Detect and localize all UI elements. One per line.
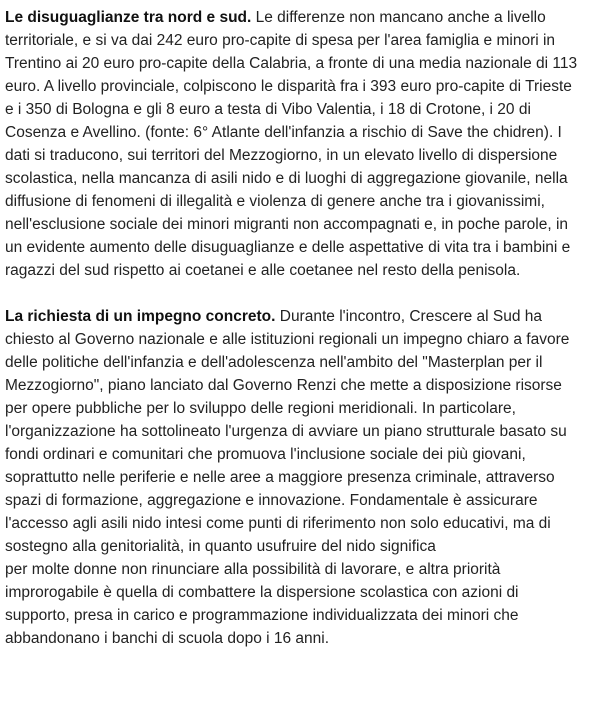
- paragraph-lead: La richiesta di un impegno concreto.: [5, 308, 276, 325]
- paragraph-concrete-commitment: [5, 305, 584, 650]
- paragraph-lead: Le disuguaglianze tra nord e sud.: [5, 9, 252, 26]
- paragraph-text: Durante l'incontro, Crescere al Sud ha chiesto al Governo nazionale e alle istituzioni regionali un impegno chiaro a favore delle politiche dell'infanzia e dell'adolescenza nell'ambito del "Masterplan per il Mezzogiorno", piano lanciato dal Governo Renzi che mette a disposizione risorse per opere pubbliche per lo sviluppo delle regioni meridionali. In particolare, l'organizzazione ha sottolineato l'urgenza di avviare un piano strutturale basato su fondi ordinari e comunitari che promuova l'inclusione sociale dei più giovani, soprattutto nelle periferie e nelle aree a maggiore presenza criminale, attraverso spazi di formazione, aggregazione e innovazione. Fondamentale è assicurare l'accesso agli asili nido intesi come punti di riferimento non solo educativi, ma di sostegno alla genitorialità, in quanto usufruire del nido significa per molte donne non rinunciare alla possibilità di lavorare, e altra priorità improrogabile è quella di combattere la dispersione scolastica con azioni di supporto, presa in carico e programmazione individualizzata dei minori che abbandonano i banchi di scuola dopo i 16 anni.: [5, 308, 570, 647]
- paragraph-text: Le differenze non mancano anche a livello territoriale, e si va dai 242 euro pro-capite di spesa per l'area famiglia e minori in Trentino ai 20 euro pro-capite della Calabria, a fronte di una media nazionale di 113 euro. A livello provinciale, colpiscono le disparità fra i 393 euro pro-capite di Trieste e i 350 di Bologna e gli 8 euro a testa di Vibo Valentia, i 18 di Crotone, i 20 di Cosenza e Avellino. (fonte: 6° Atlante dell'infanzia a rischio di Save the chidren). I dati si traducono, sui territori del Mezzogiorno, in un elevato livello di dispersione scolastica, nella mancanza di asili nido e di luoghi di aggregazione giovanile, nella diffusione di fenomeni di illegalità e violenza di genere anche tra i giovanissimi, nell'esclusione sociale dei minori migranti non accompagnati e, in poche parole, in un evidente aumento delle disuguaglianze e delle aspettative di vita tra i bambini e ragazzi del sud rispetto ai coetanei e alle coetanee nel resto della penisola.: [5, 9, 578, 279]
- paragraph-north-south: [5, 6, 584, 282]
